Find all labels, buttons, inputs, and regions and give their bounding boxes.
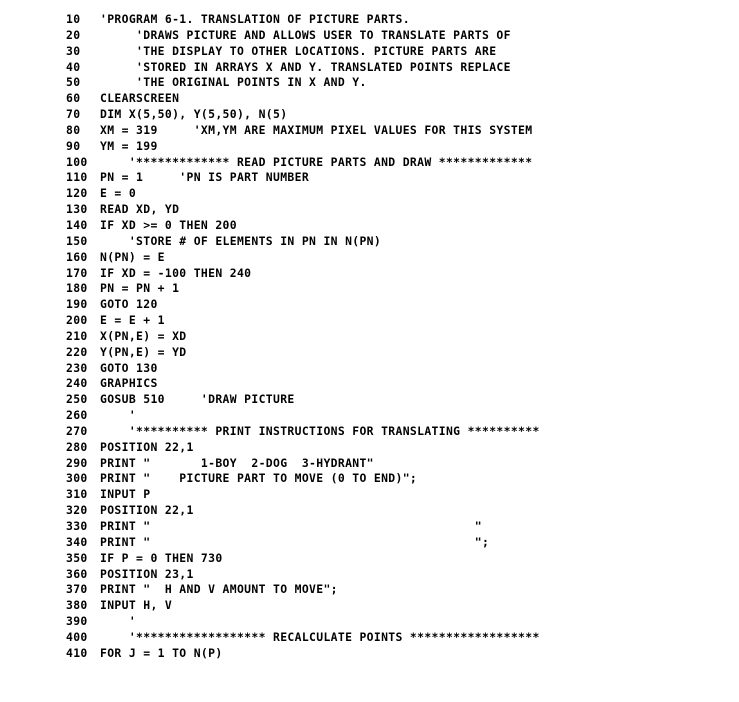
code-line xyxy=(66,598,726,614)
line-number: 230 xyxy=(66,360,88,375)
line-number: 80 xyxy=(66,122,81,137)
code-line xyxy=(66,487,726,503)
code-statement: INPUT H, V xyxy=(100,598,173,613)
code-line xyxy=(66,424,726,440)
line-number: 290 xyxy=(66,455,88,470)
code-line xyxy=(66,75,726,91)
line-number: 380 xyxy=(66,598,88,613)
line-number: 350 xyxy=(66,550,88,565)
line-number: 400 xyxy=(66,629,88,644)
line-number: 20 xyxy=(66,27,81,42)
code-statement: '****************** RECALCULATE POINTS ****************** xyxy=(100,629,540,644)
code-line xyxy=(66,313,726,329)
line-number: 100 xyxy=(66,154,88,169)
code-statement: '************* READ PICTURE PARTS AND DRAW ************* xyxy=(100,154,533,169)
code-statement: 'DRAWS PICTURE AND ALLOWS USER TO TRANSLATE PARTS OF xyxy=(100,27,511,42)
line-number: 90 xyxy=(66,138,81,153)
code-statement: E = 0 xyxy=(100,186,137,201)
code-statement: IF XD >= 0 THEN 200 xyxy=(100,217,237,232)
line-number: 310 xyxy=(66,487,88,502)
code-line xyxy=(66,123,726,139)
line-number: 50 xyxy=(66,75,81,90)
code-line xyxy=(66,503,726,519)
code-line xyxy=(66,392,726,408)
code-statement: DIM X(5,50), Y(5,50), N(5) xyxy=(100,107,288,122)
line-number: 370 xyxy=(66,582,88,597)
line-number: 410 xyxy=(66,645,88,660)
code-line xyxy=(66,297,726,313)
line-number: 210 xyxy=(66,328,88,343)
code-line xyxy=(66,28,726,44)
code-line xyxy=(66,535,726,551)
code-statement: E = E + 1 xyxy=(100,313,165,328)
code-statement: INPUT P xyxy=(100,487,151,502)
line-number: 390 xyxy=(66,614,88,629)
line-number: 330 xyxy=(66,519,88,533)
code-line xyxy=(66,456,726,472)
code-statement: PRINT " 1-BOY 2-DOG 3-HYDRANT" xyxy=(100,455,374,470)
code-line xyxy=(66,60,726,76)
code-line xyxy=(66,12,726,28)
code-statement: CLEARSCREEN xyxy=(100,91,180,106)
line-number: 360 xyxy=(66,566,88,581)
line-number: 60 xyxy=(66,91,81,106)
line-number: 40 xyxy=(66,59,81,74)
line-number: 200 xyxy=(66,313,88,328)
code-line xyxy=(66,471,726,487)
code-statement: 'STORED IN ARRAYS X AND Y. TRANSLATED POINTS REPLACE xyxy=(100,59,511,74)
code-statement: PRINT " H AND V AMOUNT TO MOVE"; xyxy=(100,582,338,597)
code-statement: PN = PN + 1 xyxy=(100,281,180,296)
code-statement: XM = 319 'XM,YM ARE MAXIMUM PIXEL VALUES FOR THIS SYSTEM xyxy=(100,122,533,137)
code-statement: PRINT " PICTURE PART TO MOVE (0 TO END)"; xyxy=(100,471,418,486)
code-line xyxy=(66,567,726,583)
code-line xyxy=(66,202,726,218)
line-number: 140 xyxy=(66,217,88,232)
line-number: 280 xyxy=(66,439,88,454)
code-statement: PRINT " " xyxy=(100,519,483,533)
code-line xyxy=(66,519,726,535)
line-number: 250 xyxy=(66,392,88,407)
code-statement: GOTO 130 xyxy=(100,360,158,375)
code-line xyxy=(66,440,726,456)
code-statement: GRAPHICS xyxy=(100,376,158,391)
code-statement: GOSUB 510 'DRAW PICTURE xyxy=(100,392,295,407)
line-number: 160 xyxy=(66,249,88,264)
code-statement: ' xyxy=(100,614,137,629)
line-number: 270 xyxy=(66,423,88,438)
code-statement: PRINT " "; xyxy=(100,534,490,549)
line-number: 220 xyxy=(66,344,88,359)
line-number: 10 xyxy=(66,12,81,26)
code-line xyxy=(66,107,726,123)
code-statement: POSITION 22,1 xyxy=(100,439,194,454)
code-line xyxy=(66,250,726,266)
line-number: 30 xyxy=(66,43,81,58)
code-line xyxy=(66,646,726,662)
code-line xyxy=(66,614,726,630)
line-number: 260 xyxy=(66,408,88,423)
code-statement: 'PROGRAM 6-1. TRANSLATION OF PICTURE PARTS. xyxy=(100,12,410,26)
line-number: 110 xyxy=(66,170,88,185)
code-statement: 'THE ORIGINAL POINTS IN X AND Y. xyxy=(100,75,367,90)
code-line xyxy=(66,376,726,392)
line-number: 120 xyxy=(66,186,88,201)
code-statement: FOR J = 1 TO N(P) xyxy=(100,645,223,660)
code-statement: POSITION 23,1 xyxy=(100,566,194,581)
code-line xyxy=(66,234,726,250)
code-line xyxy=(66,186,726,202)
line-number: 190 xyxy=(66,297,88,312)
line-number: 320 xyxy=(66,503,88,518)
code-line xyxy=(66,155,726,171)
line-number: 180 xyxy=(66,281,88,296)
code-statement: PN = 1 'PN IS PART NUMBER xyxy=(100,170,310,185)
code-statement: Y(PN,E) = YD xyxy=(100,344,187,359)
code-line xyxy=(66,281,726,297)
code-statement: READ XD, YD xyxy=(100,202,180,217)
code-line xyxy=(66,218,726,234)
code-statement: IF P = 0 THEN 730 xyxy=(100,550,223,565)
code-statement: 'THE DISPLAY TO OTHER LOCATIONS. PICTURE PARTS ARE xyxy=(100,43,497,58)
line-number: 340 xyxy=(66,534,88,549)
code-line xyxy=(66,361,726,377)
line-number: 300 xyxy=(66,471,88,486)
line-number: 150 xyxy=(66,233,88,248)
code-statement: ' xyxy=(100,408,137,423)
line-number: 170 xyxy=(66,265,88,280)
code-line xyxy=(66,408,726,424)
line-number: 70 xyxy=(66,107,81,122)
code-statement: IF XD = -100 THEN 240 xyxy=(100,265,252,280)
code-line xyxy=(66,266,726,282)
code-line xyxy=(66,329,726,345)
code-line xyxy=(66,139,726,155)
code-line xyxy=(66,91,726,107)
code-statement: YM = 199 xyxy=(100,138,158,153)
line-number: 240 xyxy=(66,376,88,391)
code-statement: N(PN) = E xyxy=(100,249,165,264)
code-statement: X(PN,E) = XD xyxy=(100,328,187,343)
code-statement: 'STORE # OF ELEMENTS IN PN IN N(PN) xyxy=(100,233,382,248)
code-statement: POSITION 22,1 xyxy=(100,503,194,518)
code-line xyxy=(66,630,726,646)
code-statement: GOTO 120 xyxy=(100,297,158,312)
program-listing xyxy=(66,12,726,662)
code-line xyxy=(66,582,726,598)
line-number: 130 xyxy=(66,202,88,217)
code-line xyxy=(66,44,726,60)
code-line xyxy=(66,345,726,361)
code-line xyxy=(66,170,726,186)
code-statement: '********** PRINT INSTRUCTIONS FOR TRANSLATING ********** xyxy=(100,423,540,438)
code-line xyxy=(66,551,726,567)
